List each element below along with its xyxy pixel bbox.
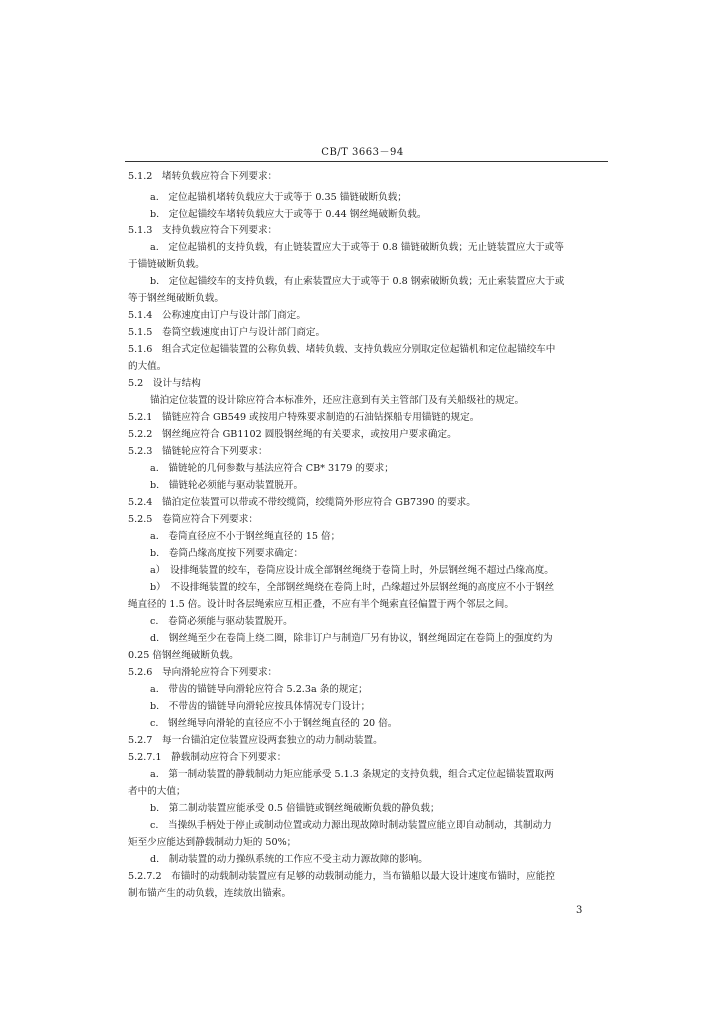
- clause-5-1-5: 5.1.5 卷筒空载速度由订户与设计部门商定。: [128, 327, 326, 338]
- clause-5-1-3-b-cont: 等于钢丝绳破断负载。: [128, 293, 224, 304]
- clause-5-1-2-b: b. 定位起锚绞车堵转负载应大于或等于 0.44 钢丝绳破断负载。: [150, 209, 427, 220]
- clause-5-2-5-b-a: a） 设排绳装置的绞车，卷筒应设计成全部钢丝绳绕于卷筒上时，外层钢丝绳不超过凸缘高度。: [150, 565, 554, 576]
- clause-5-2-7-1: 5.2.7.1 静载制动应符合下列要求：: [128, 752, 287, 763]
- clause-5-2-6-b: b. 不带齿的锚链导向滑轮应按具体情况专门设计；: [150, 701, 371, 712]
- clause-5-2-7-1-c-cont: 矩至少应能达到静载制动力矩的 50%；: [128, 837, 297, 848]
- clause-5-2-5-b-b-cont: 绳直径的 1.5 倍。设计时各层绳索应互相正叠，不应有半个绳索直径偏置于两个邻层之间。: [128, 599, 514, 610]
- clause-5-2-1: 5.2.1 锚链应符合 GB549 或按用户特殊要求制造的石油钻探船专用锚链的规定。: [128, 412, 480, 423]
- clause-5-1-4: 5.1.4 公称速度由订户与设计部门商定。: [128, 310, 306, 321]
- clause-5-2-6-a: a. 带齿的锚链导向滑轮应符合 5.2.3a 条的规定；: [150, 684, 368, 695]
- clause-5-2-7-2: 5.2.7.2 布锚时的动载制动装置应有足够的动载制动能力，当布锚船以最大设计速度布锚时，应能控: [128, 871, 555, 882]
- clause-5-2-2: 5.2.2 钢丝绳应符合 GB1102 圆股钢丝绳的有关要求，或按用户要求确定。: [128, 429, 457, 440]
- clause-5-1-3-a: a. 定位起锚机的支持负载，有止链装置应大于或等于 0.8 锚链破断负载；无止链装置应大于或等: [150, 242, 564, 253]
- section-5-2-title: 5.2 设计与结构: [128, 378, 201, 389]
- page-number: 3: [576, 905, 583, 916]
- section-5-2-intro: 锚泊定位装置的设计除应符合本标准外，还应注意到有关主管部门及有关船级社的规定。: [150, 395, 525, 406]
- clause-5-2-6: 5.2.6 导向滑轮应符合下列要求：: [128, 667, 278, 678]
- page-header-code: CB/T 3663－94: [321, 147, 404, 158]
- clause-5-2-3-a: a. 锚链轮的几何参数与基法应符合 CB* 3179 的要求；: [150, 463, 394, 474]
- clause-5-1-2: 5.1.2 堵转负载应符合下列要求：: [128, 171, 278, 182]
- clause-5-2-7-1-c: c. 当操纵手柄处于停止或制动位置或动力源出现故障时制动装置应能立即自动制动，其制动力: [150, 820, 552, 831]
- clause-5-2-5-b: b. 卷筒凸缘高度按下列要求确定：: [150, 548, 304, 559]
- clause-5-2-5: 5.2.5 卷筒应符合下列要求：: [128, 514, 258, 525]
- header-rule: [125, 161, 608, 162]
- clause-5-2-7-2-cont: 制布锚产生的动负载，连续放出锚索。: [128, 888, 292, 899]
- clause-5-2-7-1-a: a. 第一制动装置的静载制动力矩应能承受 5.1.3 条规定的支持负载，组合式定位起锚装置取两: [150, 769, 554, 780]
- clause-5-2-4: 5.2.4 锚泊定位装置可以带或不带绞缆筒，绞缆筒外形应符合 GB7390 的要求。: [128, 497, 476, 508]
- clause-5-1-6: 5.1.6 组合式定位起锚装置的公称负载、堵转负载、支持负载应分别取定位起锚机和定位起锚绞车中: [128, 344, 556, 355]
- clause-5-1-3-b: b. 定位起锚绞车的支持负载，有止索装置应大于或等于 0.8 钢索破断负载；无止索装置应大于或: [150, 276, 565, 287]
- clause-5-2-7-1-a-cont: 者中的大值；: [128, 786, 186, 797]
- clause-5-2-6-c: c. 钢丝绳导向滑轮的直径应不小于钢丝绳直径的 20 倍。: [150, 718, 398, 729]
- clause-5-1-6-cont: 的大值。: [128, 361, 167, 372]
- clause-5-2-5-c: c. 卷筒必须能与驱动装置脱开。: [150, 616, 293, 627]
- clause-5-2-7: 5.2.7 每一台锚泊定位装置应设两套独立的动力制动装置。: [128, 735, 383, 746]
- clause-5-1-3-a-cont: 于锚链破断负载。: [128, 259, 205, 270]
- clause-5-2-5-d-cont: 0.25 倍钢丝绳破断负载。: [128, 650, 239, 661]
- clause-5-2-7-1-b: b. 第二制动装置应能承受 0.5 倍锚链或钢丝绳破断负载的静负载；: [150, 803, 440, 814]
- clause-5-2-5-b-b: b） 不设排绳装置的绞车，全部钢丝绳绕在卷筒上时，凸缘超过外层钢丝绳的高度应不小于钢丝: [150, 582, 555, 593]
- clause-5-2-3-b: b. 锚链轮必须能与驱动装置脱开。: [150, 480, 304, 491]
- clause-5-1-3: 5.1.3 支持负载应符合下列要求：: [128, 225, 278, 236]
- clause-5-2-5-a: a. 卷筒直径应不小于钢丝绳直径的 15 倍；: [150, 531, 341, 542]
- clause-5-1-2-a: a. 定位起锚机堵转负载应大于或等于 0.35 锚链破断负载；: [150, 192, 407, 203]
- clause-5-2-5-d: d. 钢丝绳至少在卷筒上绕二圈，除非订户与制造厂另有协议，钢丝绳固定在卷筒上的强度约为: [150, 633, 553, 644]
- clause-5-2-3: 5.2.3 锚链轮应符合下列要求：: [128, 446, 268, 457]
- clause-5-2-7-1-d: d. 制动装置的动力操纵系统的工作应不受主动力源故障的影响。: [150, 854, 428, 865]
